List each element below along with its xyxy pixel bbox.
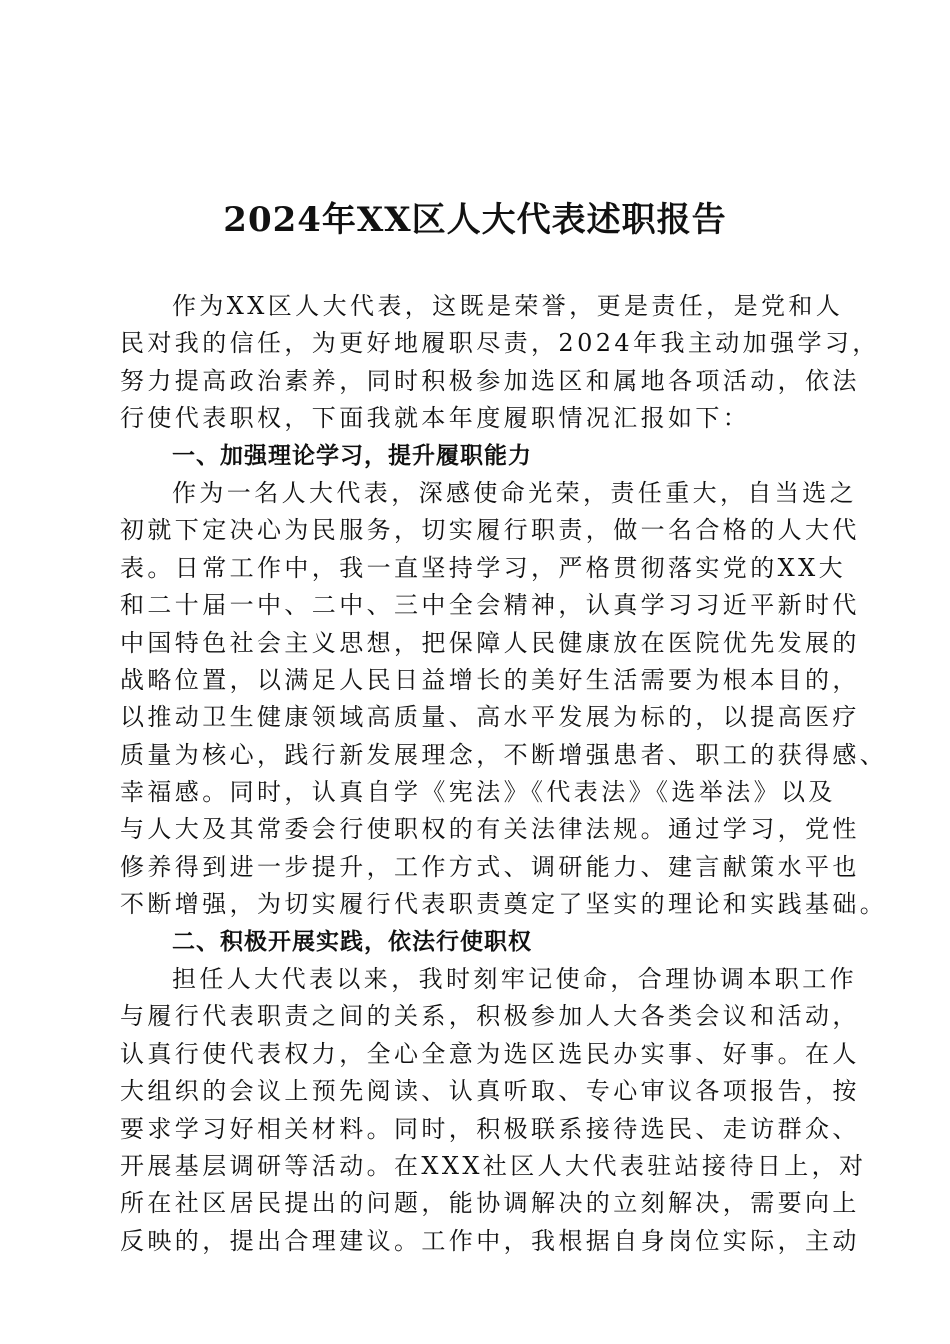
paragraph-line: 不断增强，为切实履行代表职责奠定了坚实的理论和实践基础。 bbox=[120, 890, 888, 919]
paragraph-line: 努力提高政治素养，同时积极参加选区和属地各项活动，依法 bbox=[120, 366, 860, 395]
paragraph-line: 民对我的信任，为更好地履职尽责，2024年我主动加强学习， bbox=[120, 329, 880, 358]
page-title: 2024年XX区人大代表述职报告 bbox=[223, 200, 727, 240]
paragraph-line: 作为一名人大代表，深感使命光荣，责任重大，自当选之 bbox=[172, 478, 857, 507]
section-heading: 二、积极开展实践，依法行使职权 bbox=[172, 928, 532, 955]
paragraph-line: 以推动卫生健康领域高质量、高水平发展为标的，以提高医疗 bbox=[120, 703, 860, 732]
paragraph-line: 中国特色社会主义思想，把保障人民健康放在医院优先发展的 bbox=[120, 628, 860, 657]
paragraph-line: 行使代表职权，下面我就本年度履职情况汇报如下： bbox=[120, 404, 751, 433]
paragraph-line: 与履行代表职责之间的关系，积极参加人大各类会议和活动， bbox=[120, 1002, 860, 1031]
paragraph-line: 开展基层调研等活动。在XXX社区人大代表驻站接待日上，对 bbox=[120, 1151, 867, 1180]
paragraph-line: 修养得到进一步提升，工作方式、调研能力、建言献策水平也 bbox=[120, 852, 860, 881]
paragraph-line: 大组织的会议上预先阅读、认真听取、专心审议各项报告，按 bbox=[120, 1077, 860, 1106]
document-body bbox=[120, 288, 888, 1260]
paragraph-line: 认真行使代表权力，全心全意为选区选民办实事、好事。在人 bbox=[120, 1039, 860, 1068]
paragraph-line: 作为XX区人大代表，这既是荣誉，更是责任，是党和人 bbox=[172, 292, 844, 320]
paragraph-line: 质量为核心，践行新发展理念，不断增强患者、职工的获得感、 bbox=[120, 740, 888, 769]
paragraph-line: 表。日常工作中，我一直坚持学习，严格贯彻落实党的XX大 bbox=[120, 553, 846, 582]
paragraph-line: 与人大及其常委会行使职权的有关法律法规。通过学习，党性 bbox=[120, 815, 860, 844]
paragraph-line: 战略位置，以满足人民日益增长的美好生活需要为根本目的， bbox=[120, 665, 860, 694]
paragraph-line: 担任人大代表以来，我时刻牢记使命，合理协调本职工作 bbox=[172, 965, 857, 994]
section-heading: 一、加强理论学习，提升履职能力 bbox=[172, 442, 532, 469]
paragraph-line: 幸福感。同时，认真自学《宪法》《代表法》《选举法》以及 bbox=[120, 778, 836, 807]
paragraph-line: 要求学习好相关材料。同时，积极联系接待选民、走访群众、 bbox=[120, 1114, 860, 1143]
paragraph-line: 反映的，提出合理建议。工作中，我根据自身岗位实际，主动 bbox=[120, 1226, 860, 1255]
paragraph-line: 所在社区居民提出的问题，能协调解决的立刻解决，需要向上 bbox=[120, 1189, 860, 1218]
paragraph-line: 和二十届一中、二中、三中全会精神，认真学习习近平新时代 bbox=[120, 591, 860, 620]
paragraph-line: 初就下定决心为民服务，切实履行职责，做一名合格的人大代 bbox=[120, 516, 860, 545]
